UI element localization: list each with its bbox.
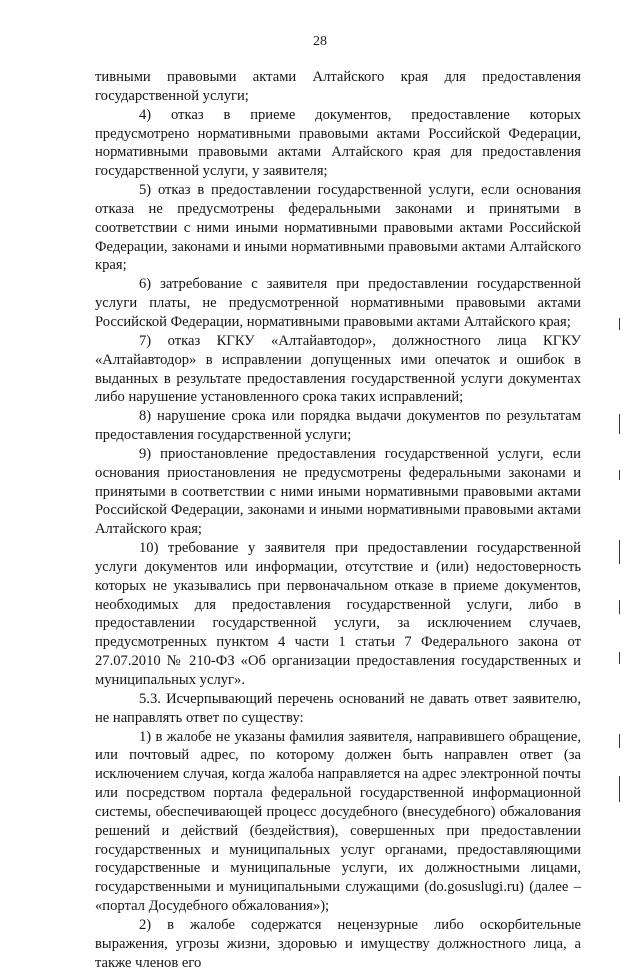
page-number: 28 (313, 34, 327, 49)
scan-mark (619, 318, 620, 330)
paragraph-item-8: 8) нарушение срока или порядка выдачи документов по результатам предоставления государственной услуги; (95, 408, 581, 444)
paragraph-section-5-3: 5.3. Исчерпывающий перечень оснований не давать ответ заявителю, не направлять ответ по существу: (95, 690, 581, 726)
scan-mark (619, 414, 620, 434)
scan-mark (619, 734, 620, 748)
paragraph-item-4: 4) отказ в приеме документов, предоставление которых предусмотрено нормативными правовыми актами Российской Федерации, нормативными правовыми актами Алтайского края для предоставления государственной услуги, у заявителя; (95, 106, 581, 180)
paragraph-item-5: 5) отказ в предоставлении государственной услуги, если основания отказа не предусмотрены федеральными законами и принятыми в соответствии с ними иными нормативными правовыми актами Российской Федерации, законами и иными нормативными правовыми актами Алтайского края; (95, 182, 581, 274)
scan-mark (619, 470, 620, 480)
scan-mark (619, 600, 620, 614)
paragraph-item-7: 7) отказ КГКУ «Алтайавтодор», должностного лица КГКУ «Алтайавтодор» в исправлении допущенных ими опечаток и ошибок в выданных в результате предоставления государственной услуги документах либо нарушение установленного срока таких исправлений; (95, 332, 581, 406)
paragraph-sub-item-1: 1) в жалобе не указаны фамилия заявителя, направившего обращение, или почтовый адрес, по которому должен быть направлен ответ (за исключением случая, когда жалоба направляется на адрес электронной почты или посредством портала федеральной государственной информационной системы, обеспечивающей процесс досудебного (внесудебного) обжалования решений и действий (бездействия), совершенных при предоставлении государственных и муниципальных услуг органами, предоставляющими государственные и муниципальные услуги, их должностными лицами, государственными и муниципальными служащими (do.gosuslugi.ru) (далее – «портал Досудебного обжалования»); (95, 728, 581, 915)
paragraph-item-10: 10) требование у заявителя при предоставлении государственной услуги документов или информации, отсутствие и (или) недостоверность которых не указывались при первоначальном отказе в приеме документов, необходимых для предоставления государственной услуги, либо в предоставлении государственной услуги, за исключением случаев, предусмотренных пунктом 4 части 1 статьи 7 Федерального закона от 27.07.2010 № 210-ФЗ «Об организации предоставления государственных и муниципальных услуг». (95, 540, 581, 688)
paragraph-sub-item-2: 2) в жалобе содержатся нецензурные либо оскорбительные выражения, угрозы жизни, здоровью и имуществу должностного лица, а также членов его (95, 916, 581, 971)
body-text (95, 68, 581, 973)
scan-mark (619, 540, 620, 564)
scan-mark (619, 776, 620, 802)
scan-mark (619, 652, 620, 664)
paragraph-item-6: 6) затребование с заявителя при предоставлении государственной услуги платы, не предусмотренной нормативными правовыми актами Российской Федерации, нормативными правовыми актами Алтайского края; (95, 276, 581, 330)
paragraph-continuation: тивными правовыми актами Алтайского края для предоставления государственной услуги; (95, 69, 581, 104)
paragraph-item-9: 9) приостановление предоставления государственной услуги, если основания приостановления не предусмотрены федеральными законами и принятыми в соответствии с ними иными нормативными правовыми актами Российской Федерации, законами и иными нормативными правовыми актами Алтайского края; (95, 445, 581, 538)
